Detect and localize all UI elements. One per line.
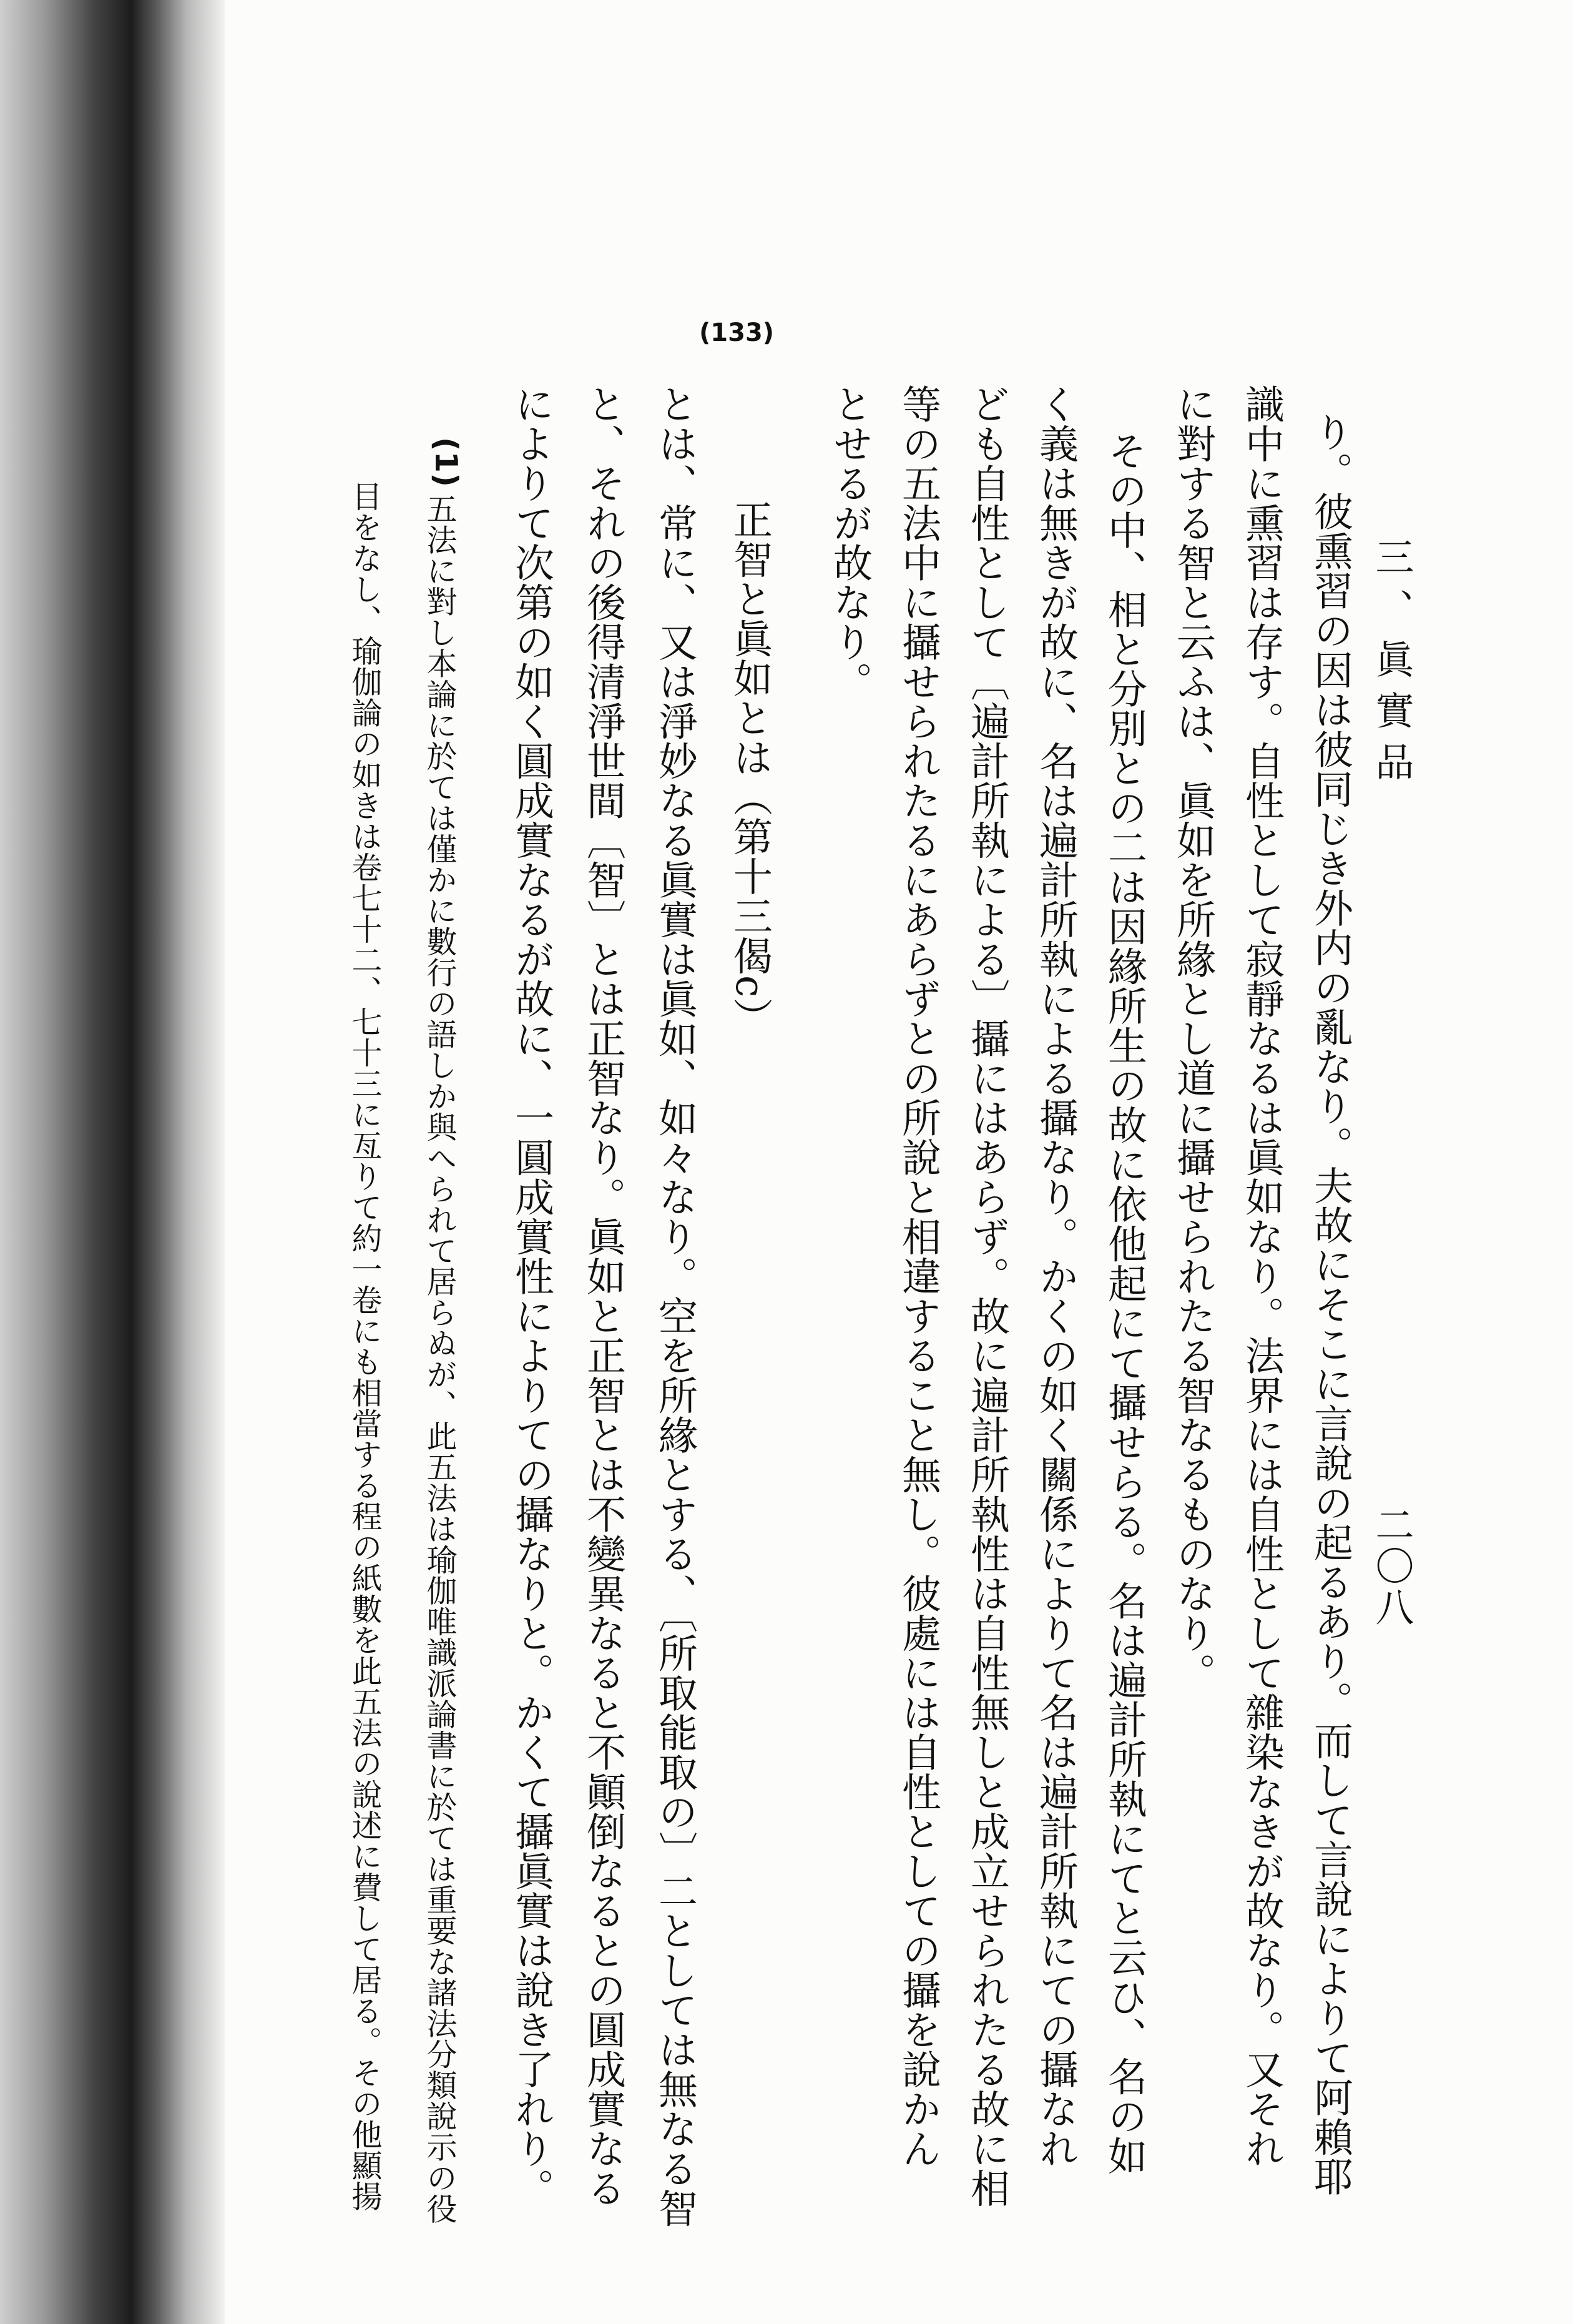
body-line: ども自性として〔遍計所執による〕攝にはあらず。故に遍計所執性は自性無しと成立せられたる故に相: [964, 384, 1010, 2208]
footnote-line: 五法に對し本論に於ては僅かに數行の語しか與へられて居らぬが、此五法は瑜伽唯識派論書に於ては重要な諸法分類說示の役: [422, 493, 458, 2224]
body-line: と、それの後得清淨世間〔智〕とは正智なり。眞如と正智とは不變異なると不顚倒なるとの圓成實なる: [581, 384, 626, 2208]
footnote-marker: (1): [428, 437, 464, 488]
folio: 二〇八: [1369, 1505, 1414, 1628]
body-line: 識中に熏習は存す。自性として寂靜なるは眞如なり。法界には自性として雜染なきが故なり。又それ: [1239, 384, 1285, 2169]
body-line: に對する智と云ふは、眞如を所緣とし道に攝せられたる智なるものなり。: [1170, 384, 1216, 1693]
scan-binding-shadow: [0, 0, 225, 2324]
body-line: とせるが故なり。: [827, 384, 873, 701]
running-head: 三、眞實品: [1369, 537, 1414, 793]
body-line: によりて次第の如く圓成實なるが故に、一圓成實性によりての攝なりと。かくて攝眞實は說き了れり。: [509, 384, 554, 2208]
body-line: く義は無きが故に、名は遍計所執による攝なり。かくの如く關係によりて名は遍計所執にての攝なれ: [1033, 384, 1079, 2169]
body-line: その中、相と分別との二は因緣所生の故に依他起にて攝せらる。名は遍計所執にてと云ひ、名の如: [1102, 431, 1147, 2175]
section-heading: 正智と眞如とは（第十三偈c）: [727, 500, 773, 1038]
body-line: り。彼熏習の因は彼同じき外内の亂なり。夫故にそこに言說の起るあり。而して言說によりて阿賴耶: [1308, 412, 1353, 2197]
body-line: とは、常に、又は淨妙なる眞實は眞如、如々なり。空を所緣とする、〔所取能取の〕二としては無なる智: [652, 384, 698, 2228]
body-line: 等の五法中に攝せられたるにあらずとの所說と相違すること無し。彼處には自性としての攝を說かん: [896, 384, 941, 2169]
footnote-line: 目をなし、瑜伽論の如きは卷七十二、七十三に亙りて約一卷にも相當する程の紙數を此五法の說述に費して居る。その他顯揚: [347, 481, 383, 2212]
page-number: (133): [699, 318, 775, 347]
